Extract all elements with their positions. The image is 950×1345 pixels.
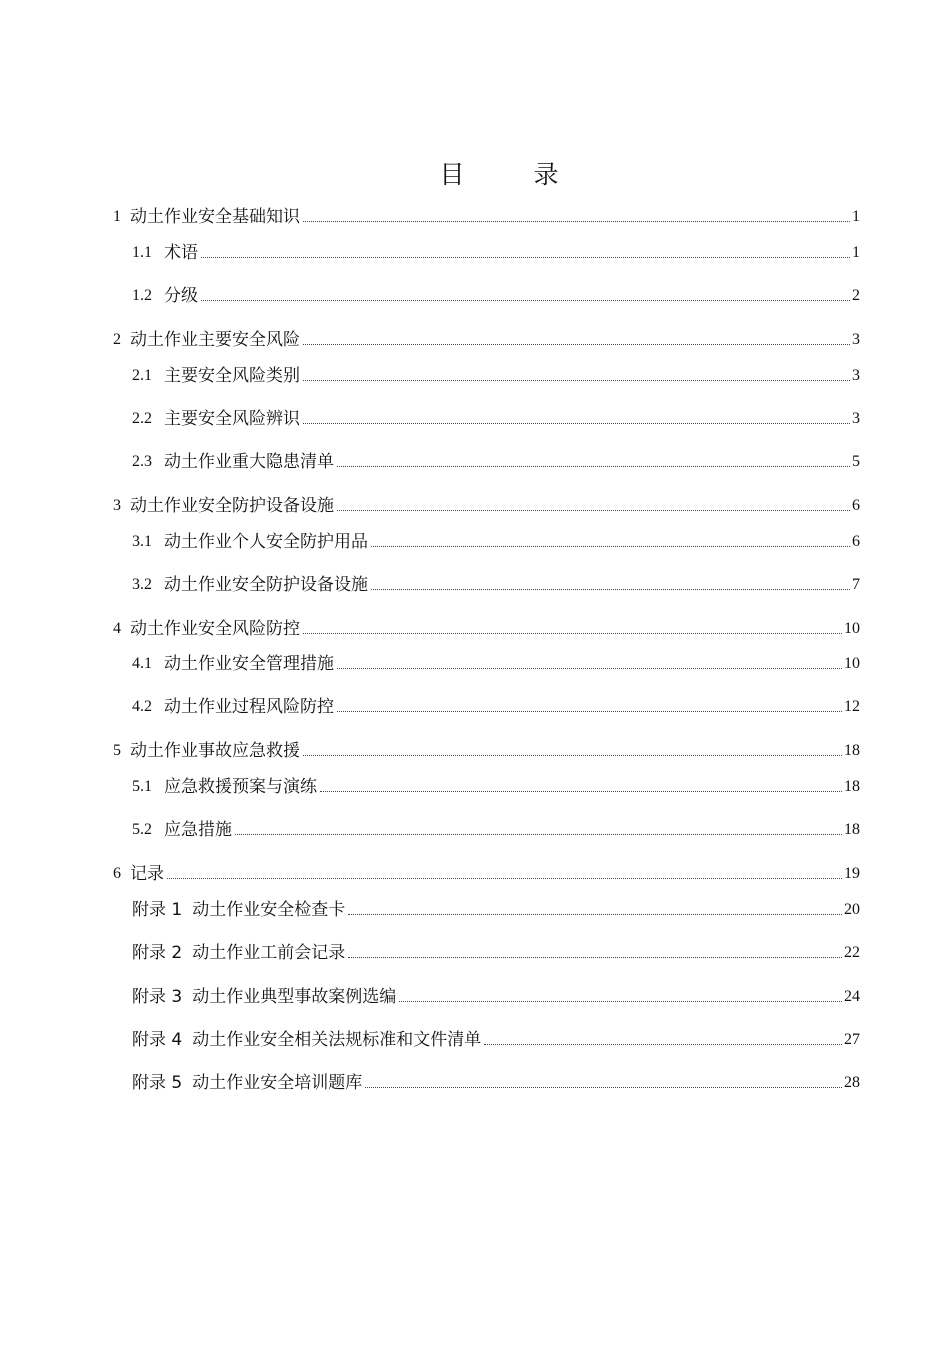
toc-entry-6[interactable]	[113, 859, 860, 885]
toc-number: 5.1	[132, 778, 152, 795]
toc-label: 动土作业安全相关法规标准和文件清单	[192, 1030, 482, 1050]
toc-number: 1.2	[132, 287, 152, 304]
toc-entry-5-2[interactable]	[132, 815, 860, 841]
toc-page-number: 3	[852, 367, 860, 384]
toc-entry-3[interactable]	[113, 491, 860, 517]
toc-label: 主要安全风险辨识	[164, 409, 300, 429]
toc-label: 应急救援预案与演练	[164, 777, 317, 797]
toc-page-number: 22	[844, 944, 860, 961]
toc-leader-dots	[348, 957, 842, 958]
toc-leader-dots	[337, 711, 842, 712]
toc-leader-dots	[201, 300, 850, 301]
toc-page-number: 24	[844, 988, 860, 1005]
toc-label: 动土作业个人安全防护用品	[164, 532, 368, 552]
toc-number: 附录 2	[132, 943, 183, 963]
toc-leader-dots	[167, 878, 842, 879]
toc-leader-dots	[303, 380, 850, 381]
toc-entry-appendix-3[interactable]	[132, 982, 860, 1008]
toc-number: 附录 3	[132, 987, 183, 1007]
toc-page-number: 3	[852, 410, 860, 427]
toc-entry-appendix-2[interactable]	[132, 938, 860, 964]
toc-label: 动土作业过程风险防控	[164, 697, 334, 717]
toc-number: 6	[113, 865, 121, 882]
toc-entry-2-2[interactable]	[132, 404, 860, 430]
toc-label: 动土作业安全防护设备设施	[130, 496, 334, 516]
toc-leader-dots	[337, 668, 842, 669]
toc-page-number: 18	[844, 821, 860, 838]
toc-number: 3.2	[132, 576, 152, 593]
toc-page-number: 20	[844, 901, 860, 918]
toc-leader-dots	[303, 423, 850, 424]
toc-label: 动土作业安全培训题库	[192, 1073, 363, 1093]
toc-leader-dots	[201, 257, 850, 258]
toc-label: 动土作业安全基础知识	[130, 207, 300, 227]
toc-entry-4-1[interactable]	[132, 649, 860, 675]
toc-entry-1[interactable]	[113, 202, 860, 228]
toc-number: 4.2	[132, 698, 152, 715]
toc-leader-dots	[303, 755, 842, 756]
toc-entry-2[interactable]	[113, 325, 860, 351]
toc-entry-appendix-5[interactable]	[132, 1068, 860, 1094]
toc-number: 5.2	[132, 821, 152, 838]
toc-entry-1-2[interactable]	[132, 281, 860, 307]
toc-label: 动土作业工前会记录	[192, 943, 346, 963]
toc-page-number: 10	[844, 620, 860, 637]
toc-page-number: 10	[844, 655, 860, 672]
toc-page-number: 3	[852, 331, 860, 348]
toc-entry-1-1[interactable]	[132, 238, 860, 264]
toc-page-number: 28	[844, 1074, 860, 1091]
toc-number: 2.2	[132, 410, 152, 427]
toc-label: 动土作业安全风险防控	[130, 619, 300, 639]
toc-label: 动土作业重大隐患清单	[164, 452, 334, 472]
toc-label: 记录	[130, 864, 164, 884]
toc-number: 3.1	[132, 533, 152, 550]
toc-entry-3-2[interactable]	[132, 570, 860, 596]
toc-leader-dots	[399, 1001, 842, 1002]
toc-number: 2	[113, 331, 121, 348]
toc-entry-4[interactable]	[113, 614, 860, 640]
toc-label: 动土作业安全防护设备设施	[164, 575, 368, 595]
toc-number: 附录 1	[132, 900, 183, 920]
toc-label: 主要安全风险类别	[164, 366, 300, 386]
toc-page-number: 12	[844, 698, 860, 715]
toc-leader-dots	[371, 589, 850, 590]
toc-leader-dots	[303, 344, 850, 345]
toc-number: 附录 5	[132, 1073, 183, 1093]
toc-leader-dots	[235, 834, 842, 835]
toc-label: 动土作业安全检查卡	[192, 900, 346, 920]
toc-page-number: 27	[844, 1031, 860, 1048]
toc-page-number: 18	[844, 742, 860, 759]
toc-leader-dots	[365, 1087, 842, 1088]
toc-entry-5[interactable]	[113, 736, 860, 762]
toc-number: 1	[113, 208, 121, 225]
toc-leader-dots	[371, 546, 850, 547]
toc-leader-dots	[337, 510, 850, 511]
toc-entry-4-2[interactable]	[132, 692, 860, 718]
toc-label: 动土作业安全管理措施	[164, 654, 334, 674]
toc-page-number: 18	[844, 778, 860, 795]
toc-label: 动土作业事故应急救援	[130, 741, 300, 761]
toc-label: 术语	[164, 243, 198, 263]
toc-leader-dots	[484, 1044, 842, 1045]
toc-entry-2-3[interactable]	[132, 447, 860, 473]
toc-page-number: 7	[852, 576, 860, 593]
toc-entry-5-1[interactable]	[132, 772, 860, 798]
page-title: 目 录	[439, 160, 581, 189]
toc-leader-dots	[320, 791, 842, 792]
toc-label: 应急措施	[164, 820, 232, 840]
toc-page-number: 19	[844, 865, 860, 882]
toc-number: 2.1	[132, 367, 152, 384]
toc-page-number: 5	[852, 453, 860, 470]
toc-page-number: 1	[852, 244, 860, 261]
toc-leader-dots	[303, 221, 850, 222]
toc-entry-2-1[interactable]	[132, 361, 860, 387]
toc-entry-appendix-4[interactable]	[132, 1025, 860, 1051]
toc-number: 4.1	[132, 655, 152, 672]
toc-number: 4	[113, 620, 121, 637]
toc-number: 附录 4	[132, 1030, 183, 1050]
toc-page-number: 6	[852, 497, 860, 514]
toc-number: 2.3	[132, 453, 152, 470]
toc-page-number: 1	[852, 208, 860, 225]
toc-leader-dots	[348, 914, 842, 915]
toc-label: 分级	[164, 286, 198, 306]
toc-number: 3	[113, 497, 121, 514]
toc-number: 5	[113, 742, 121, 759]
toc-label: 动土作业主要安全风险	[130, 330, 300, 350]
toc-label: 动土作业典型事故案例选编	[192, 987, 397, 1007]
toc-entry-appendix-1[interactable]	[132, 895, 860, 921]
toc-number: 1.1	[132, 244, 152, 261]
toc-page-number: 2	[852, 287, 860, 304]
toc-page-number: 6	[852, 533, 860, 550]
toc-entry-3-1[interactable]	[132, 527, 860, 553]
toc-leader-dots	[337, 466, 850, 467]
toc-leader-dots	[303, 633, 842, 634]
